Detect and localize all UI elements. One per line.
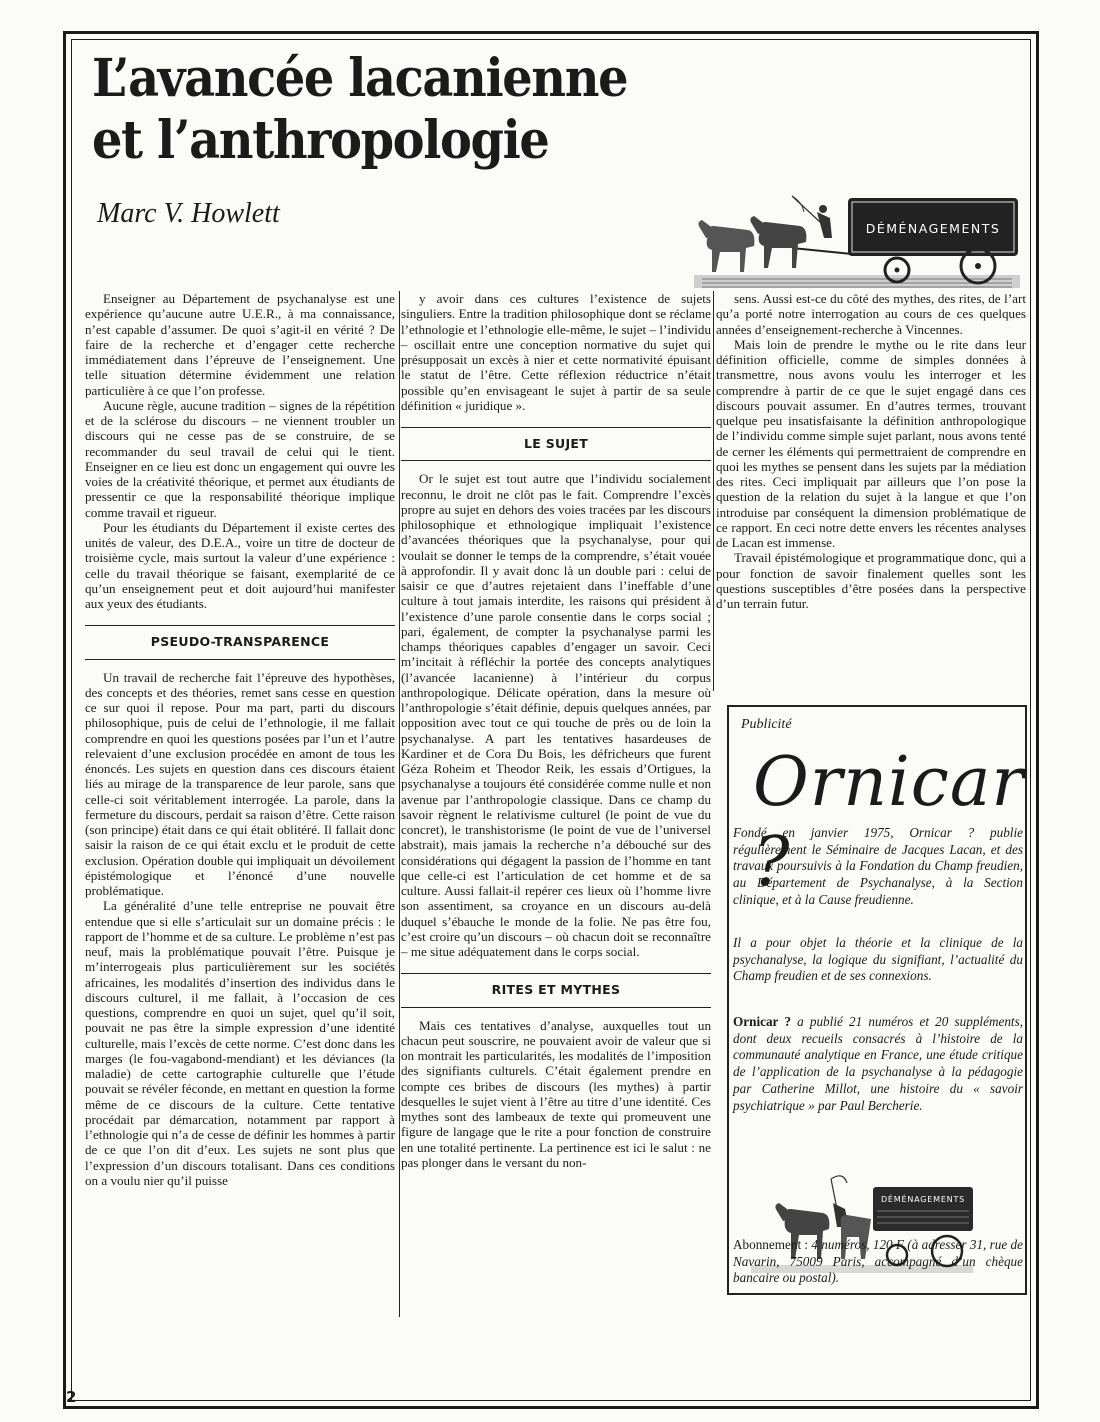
column-1 <box>85 291 395 1188</box>
van-sign-text: DÉMÉNAGEMENTS <box>865 221 1001 236</box>
ad-journal-name: Ornicar ? <box>733 1014 791 1029</box>
section-heading-rites-et-mythes: RITES ET MYTHES <box>401 973 711 1007</box>
ad-paragraph-1 <box>733 825 1023 909</box>
paragraph: Travail épistémologique et programmatique donc, qui a pour fonction de savoir finalement quelles sont les questions susceptibles d’être posées dans la perspective d’un terrain futur. <box>716 550 1026 611</box>
advertisement-box <box>727 705 1027 1295</box>
paragraph: Mais ces tentatives d’analyse, auxquelles tout un chacun peut souscrire, ne pouvaient avoir de valeur que si on montrait les particularités, les modalités de l’imposition des signifiants culturels. C’était également prendre en compte ces bribes de discours (les mythes) à partir desquelles le sujet vient à l’être au titre d’une identité. Ces mythes sont des lambeaux de texte qui promeuvent une figure de langage que le rite a pour fonction de construire en une totalité pertinente. La pertinence est ici le salut : ne pas plonger dans le versant du non- <box>401 1017 711 1170</box>
paragraph: Aucune règle, aucune tradition – signes de la répétition et de la sclérose du discours – ne viennent troubler un discours qui ne cesse pas de se construire, de se recommander du seul travail de celui qui le tient. Enseigner en ce lieu est donc un engagement qui ouvre les voies de la créativité théorique, et permet aux étudiants de pressentir ce que la responsabilité théorique implique comme travail et rigueur. <box>85 397 395 520</box>
paragraph: La généralité d’une telle entreprise ne pouvait être entendue que si elle s’articulait sur un domaine précis : le rapport de l’homme et de sa culture. Le problème n’est pas neuf, mais la problématique pouvait l’être. Puisque je m’interrogeais plus particulièrement sur les sociétés africaines, les modalités d’insertion des individus dans le discours culturel, il me fallait, à l’occasion de ces questions, comprendre en quoi un sujet, quel qu’il soit, pouvait ne pas être la simple expression d’une identité culturelle, mais l’excès de cette norme. C’est donc dans les marges (le fou-vagabond-mendiant) et les déviances (la maladie) de cette cartographie culturelle que l’étude pouvait se révéler féconde, en mettant en question la forme même de ce discours de la culture. Cette tentative procédait par démarcation, notamment par rapport à l’ethnologie qui n’a de cesse de définir les hommes à partir de ce que l’on dit d’eux. Les sujets ne sont plus que l’expression d’un discours totalisant. Dans ces conditions on a voulu nier qu’il puisse <box>85 898 395 1188</box>
article-author: Marc V. Howlett <box>97 198 280 229</box>
ad-text: Fondé en janvier 1975, Ornicar ? publie régulièrement le Séminaire de Jacques Lacan, et des travaux poursuivis à la Fondation du Champ freudien, au Département de Psychanalyse, à la Section clinique, et à la Cause freudienne. <box>733 825 1023 907</box>
ornicar-logo: Ornicar ? <box>753 743 1025 902</box>
column-divider <box>713 291 714 691</box>
ad-text: Il a pour objet la théorie et la clinique de la psychanalyse, la logique du signifiant, l’actualité du Champ freudien et de ses connexions. <box>733 935 1023 984</box>
ad-paragraph-3 <box>733 1014 1023 1114</box>
horse-drawn-moving-van-icon <box>692 192 1022 292</box>
ad-subscription-text: 4 numéros, 120 F (à adresser 31, rue de Navarin, 75009 Paris, accompagné d’un chèque bancaire ou postal). <box>733 1237 1023 1286</box>
paragraph: Mais loin de prendre le mythe ou le rite dans leur définition officielle, comme de simples données à transmettre, nous avons voulu les interroger et les comprendre à partir de ce que le sujet engagé dans ces discours pouvait assumer. En d’autres termes, trouvant quelque peu insatisfaisante la définition anthropologique de l’individu comme simple sujet parlant, nous avons tenté de cerner les éléments qui permettraient de comprendre en quoi les mythes se pensent dans les sujets par la médiation des rites. Ceci impliquait par ailleurs que l’on pose la question de la relation du sujet à la langue et que l’on introduise par conséquent la dimension problématique de ce rapport. En ceci notre dette envers les récentes analyses de Lacan est immense. <box>716 336 1026 550</box>
column-3 <box>716 291 1026 611</box>
ad-paragraph-2 <box>733 935 1023 985</box>
column-divider <box>399 291 400 1317</box>
title-line-1: L’avancée lacanienne <box>92 48 628 109</box>
paragraph: y avoir dans ces cultures l’existence de sujets singuliers. Entre la tradition philosophique dont se réclame l’ethnologie et l’ethnologie elle-même, le sujet – l’individu – oscillait entre une conception normative du sujet qui présupposait un excès à nier et cette normativité épuisant le statut de l’être. Cette réflexion réductrice n’était possible qu’en envisageant le sujet à partir de sa seule définition « juridique ». <box>401 291 711 413</box>
page-number: 2 <box>66 1388 77 1406</box>
article-title <box>92 48 627 172</box>
paragraph: Un travail de recherche fait l’épreuve des hypothèses, des concepts et des théories, remet sans cesse en question ce sur quoi il repose. Pour ma part, parti du discours philosophique, puis de celui de l’ethnologie, il me fallait comprendre en quoi les questions posées par l’un et l’autre relevaient d’une exclusion procédée en amont de tous les énoncés. Les sujets en question dans ces discours étaient liés au mirage de la transparence de leur parole, sans que celle-ci soit véritablement interrogée. La parole, dans la fermeture du discours, perdait sa raison d’être. Cette raison (son principe) était dans ce qui était oblitéré. Il fallait donc saisir la raison de ce qui était exclu et le produit de cette exclusion. Opération double qui impliquait un dévoilement épistémologique et l’énoncé d’une nouvelle problématique. <box>85 669 395 898</box>
ad-label: Publicité <box>741 717 792 732</box>
title-line-2: et l’anthropologie <box>92 110 549 171</box>
ad-subscription <box>733 1237 1023 1287</box>
ad-subscription-label: Abonnement : <box>733 1237 812 1252</box>
paragraph: Enseigner au Département de psychanalyse est une expérience qu’aucune autre U.E.R., à ma connaissance, n’est capable d’assumer. De quoi s’agit-il en vérité ? De faire de la recherche et d’engager cette recherche immédiatement dans l’épreuve de l’enseignement. Une telle situation détermine évidemment une relation particulière à ce que l’on professe. <box>85 291 395 398</box>
column-2 <box>401 291 711 1170</box>
paragraph: sens. Aussi est-ce du côté des mythes, des rites, de l’art qu’a porté notre interrogation au cours de ces quelques années d’enseignement-recherche à Vincennes. <box>716 291 1026 337</box>
section-heading-pseudo-transparence: PSEUDO-TRANSPARENCE <box>85 625 395 659</box>
ad-text: a publié 21 numéros et 20 suppléments, dont deux recueils consacrés à l’histoire de la communauté analytique en France, une étude critique de l’application de la psychanalyse à la pédagogie par Catherine Millot, une histoire du « savoir psychiatrique » par Paul Bercherie. <box>733 1014 1024 1113</box>
section-heading-le-sujet: LE SUJET <box>401 427 711 461</box>
paragraph: Pour les étudiants du Département il existe certes des unités de valeur, des D.E.A., voire un titre de docteur de troisième cycle, mais surtout la valeur d’une expérience : celle du travail théorique se faisant, exemplarité de ce qu’un enseignement peut et doit aujourd’hui manifester aux yeux des étudiants. <box>85 519 395 611</box>
paragraph: Or le sujet est tout autre que l’individu socialement reconnu, le droit ne clôt pas le fait. Comprendre l’excès propre au sujet en dehors des voies tracées par les discours philosophique et ethnologique impliquait l’existence d’avancées théoriques que la psychanalyse, pour qui voulait se donner le temps de la comprendre, s’était vouée à approfondir. Il y avait donc là un double pari : celui de saisir ce que d’autres rejetaient dans l’ineffable d’une culture à tout jamais interdite, les raisons qui président à l’existence d’une parole consentie dans le corps social ; pari, également, de compter la psychanalyse parmi les champs théoriques capables d’engager un savoir. Ceci m’incitait à réfléchir la portée des concepts analytiques (l’avancée lacanienne) à l’intérieur du corpus anthropologique. Délicate opération, dans la mesure où l’anthropologie s’était définie, depuis quelques années, par opposition avec tout ce qui touche de près ou de loin la psychanalyse. A part les tentatives hasardeuses de Kardiner et de Cora Du Bois, les défricheurs que furent Géza Roheim et Theodor Reik, les essais d’Ortigues, la psychanalyse a toujours été considérée comme nulle et non avenue par l’anthropologie classique. Dans ce champ du savoir règnent le relativisme culturel (le point de vue du concret), le transhistorisme (le point de vue de l’universel abstrait), mais jamais la recherche n’a débouché sur des considérations qui dégagent la passion de l’homme en tant que celle-ci est l’articulation de cet homme et de sa culture. Aussi fallait-il repérer ces lieux où l’homme livre son assentiment, sa croyance en un discours au-delà duquel s’ébauche le monde de la folie. Ne pas être fou, c’est croire qu’un discours – où chacun doit se reconnaître – me situe adéquatement dans le corps social. <box>401 471 711 959</box>
van-sign-text: DÉMÉNAGEMENTS <box>880 1195 966 1204</box>
